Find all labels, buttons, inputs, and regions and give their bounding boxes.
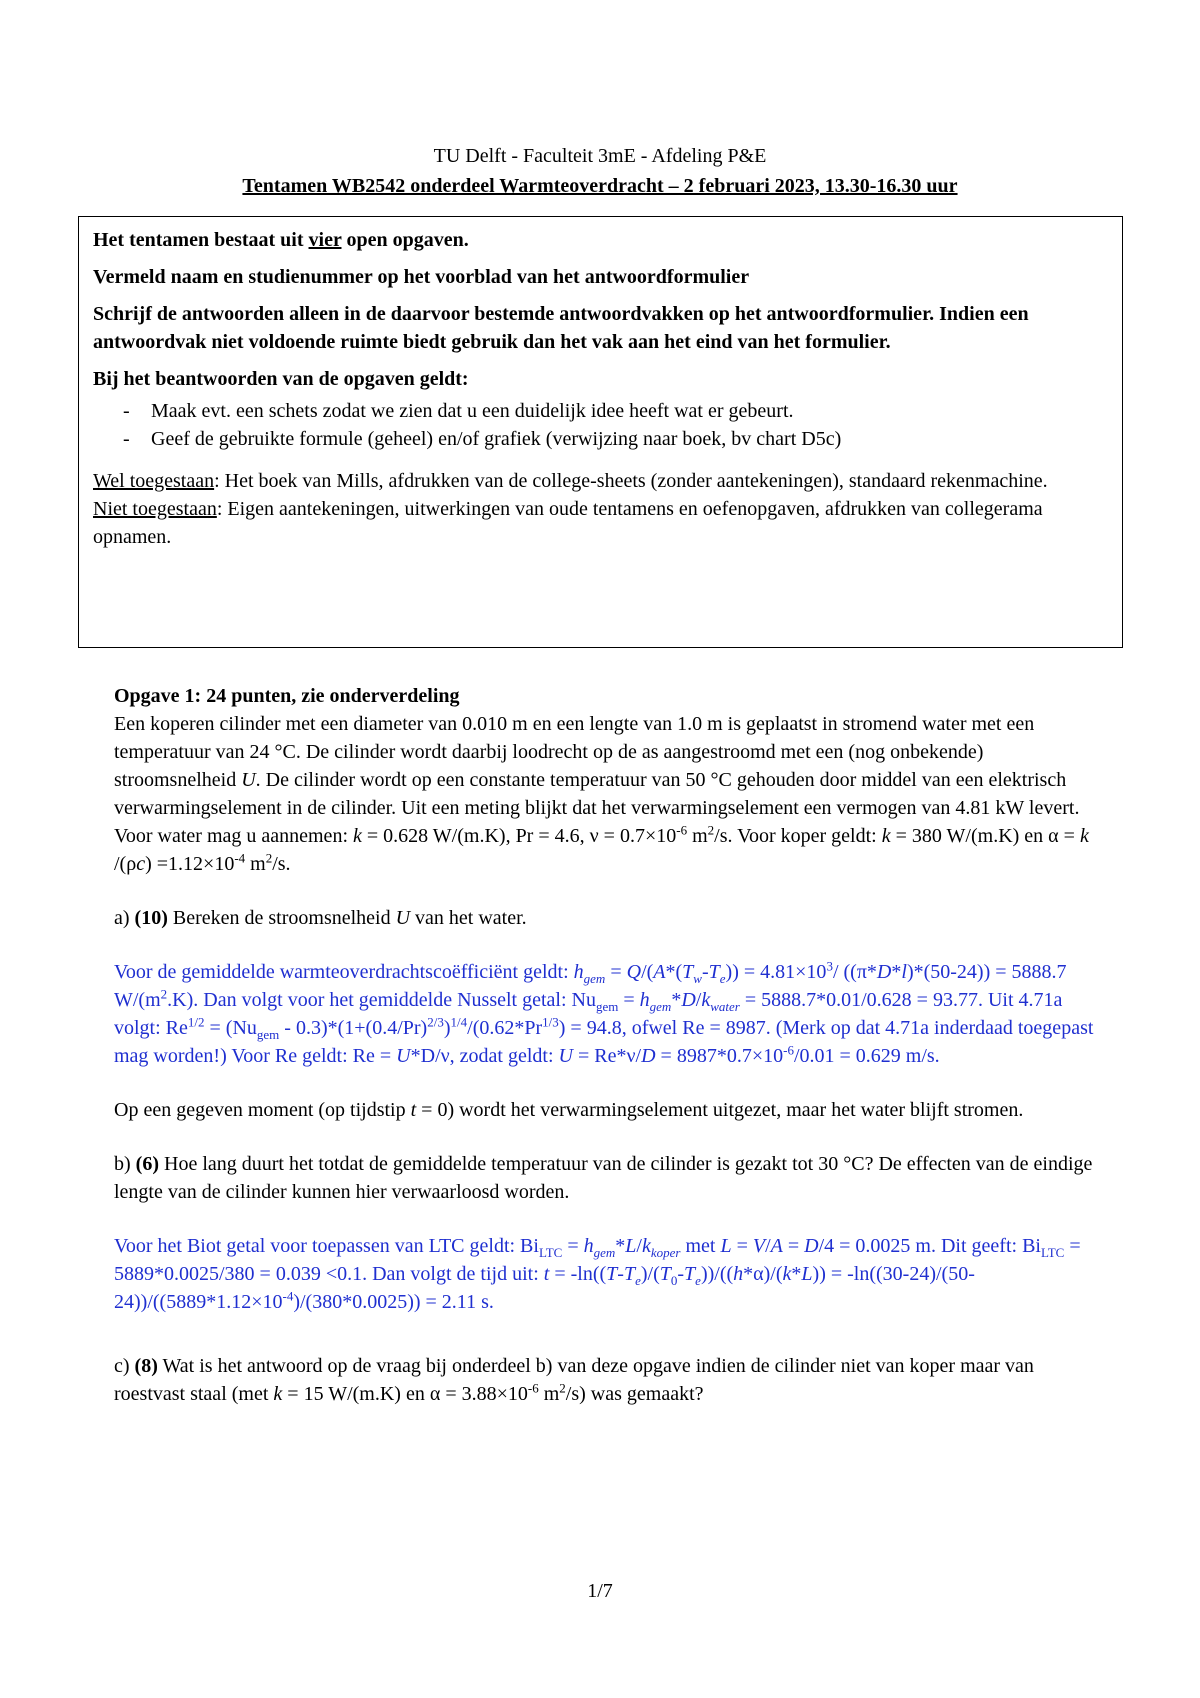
answer-a: Voor de gemiddelde warmteoverdrachtscoëfficiënt geldt: $h_{gem} = Q/(A*(T_w-T_e)) = 4.81\times 10^3/$ ((π*D*l)*(50-24)) = 5888.7 $W/(m^2.K)$. Dan volgt voor het gemiddelde Nusselt getal: $Nu_{gem} = h_{gem}*D/k_{water} = 5888.7*0.01/0.628 = 93.77$. Uit 4.71a volgt: $Re^{1/2} = (Nu_{gem} - 0.3)*(1+(0.4/Pr)^{2/3})^{1/4}/(0.62*Pr^{1/3}) = 94.8$, ofwel Re = 8987. (Merk op dat 4.71a inderdaad toegepast mag worden!) Voor Re geldt: Re = U*D/ν, zodat geldt: $U = Re*\nu/D = 8987*0.7\times 10^{-6}/0.01 = 0.629$ m/s. bbox=[114, 958, 1094, 1067]
instruction-answers: Schrijf de antwoorden alleen in de daarvoor bestemde antwoordvakken op het antwoordformulier. Indien een antwoordvak niet voldoende ruimte biedt gebruik dan het vak aan het eind van het formulier. bbox=[93, 303, 1029, 353]
list-item: - Maak evt. een schets zodat we zien dat u een duidelijk idee heeft wat er gebeurt. bbox=[123, 400, 794, 422]
question-c: c) (8) Wat is het antwoord op de vraag bij onderdeel b) van deze opgave indien de cilinder niet van koper maar van roestvast staal (met k = 15 W/(m.K) en $\alpha = 3.88\times 10^{-6}$ $m^2/s$) was gemaakt? bbox=[114, 1355, 1034, 1405]
instruction-rules-list bbox=[93, 397, 1108, 453]
instructions-box bbox=[78, 216, 1123, 648]
instruction-name: Vermeld naam en studienummer op het voorblad van het antwoordformulier bbox=[93, 266, 750, 288]
question-a: a) (10) Bereken de stroomsnelheid U van het water. bbox=[114, 907, 527, 929]
opgave-1 bbox=[114, 682, 1104, 1408]
answer-b: Voor het Biot getal voor toepassen van LTC geldt: $Bi_{LTC} = h_{gem}*L/k_{koper}$ met L = V/A = D/4 = 0.0025 m. Dit geeft: $Bi_{LTC} = 5889*0.0025/380 = 0.039 <0.1$. Dan volgt de tijd uit: $t = -\ln((T-T_e)/(T_0-T_e))/((h*\alpha)/(k*L)) = -\ln((30-24)/(50-24))/((5889*1.12\times 10^{-4})/(380*0.0025)) = 2.11$ s. bbox=[114, 1235, 1081, 1313]
page-number: 1/7 bbox=[587, 1580, 613, 1602]
question-b: b) (6) Hoe lang duurt het totdat de gemiddelde temperatuur van de cilinder is gezakt tot 30 °C? De effecten van de eindige lengte van de cilinder kunnen hier verwaarloosd worden. bbox=[114, 1153, 1093, 1203]
allowed-materials: Wel toegestaan: Het boek van Mills, afdrukken van de college-sheets (zonder aantekeningen), standaard rekenmachine. bbox=[93, 470, 1048, 492]
forbidden-materials: Niet toegestaan: Eigen aantekeningen, uitwerkingen van oude tentamens en oefenopgaven, afdrukken van collegerama opnamen. bbox=[93, 498, 1043, 548]
instruction-rules-heading: Bij het beantwoorden van de opgaven geldt: bbox=[93, 368, 469, 390]
list-item: - Geef de gebruikte formule (geheel) en/of grafiek (verwijzing naar boek, bv chart D5c) bbox=[123, 428, 842, 450]
header-institution: TU Delft - Faculteit 3mE - Afdeling P&E bbox=[433, 145, 767, 167]
header-exam-title: Tentamen WB2542 onderdeel Warmteoverdracht – 2 februari 2023, 13.30-16.30 uur bbox=[242, 175, 958, 197]
moment-text: Op een gegeven moment (op tijdstip t = 0) wordt het verwarmingselement uitgezet, maar het water blijft stromen. bbox=[114, 1099, 1024, 1121]
instruction-parts: Het tentamen bestaat uit vier open opgaven. bbox=[93, 229, 469, 251]
opgave-intro: Een koperen cilinder met een diameter van 0.010 m en een lengte van 1.0 m is geplaatst in stromend water met een temperatuur van 24 °C. De cilinder wordt daarbij loodrecht op de as aangestroomd met een (nog onbekende) stroomsnelheid U. De cilinder wordt op een constante temperatuur van 50 °C gehouden door middel van een elektrisch verwarmingselement in de cilinder. Uit een meting blijkt dat het verwarmingselement een vermogen van 4.81 kW levert. Voor water mag u aannemen: k = 0.628 W/(m.K), Pr = 4.6, $\nu = 0.7\times 10^{-6}$ $m^2/s$. Voor koper geldt: k = 380 W/(m.K) en α = k $/(\rho c) =1.12\times 10^{-4}$ $m^2/s$. bbox=[114, 713, 1089, 875]
instruction-count: vier bbox=[308, 229, 342, 251]
opgave-title: Opgave 1: 24 punten, zie onderverdeling bbox=[114, 685, 460, 707]
